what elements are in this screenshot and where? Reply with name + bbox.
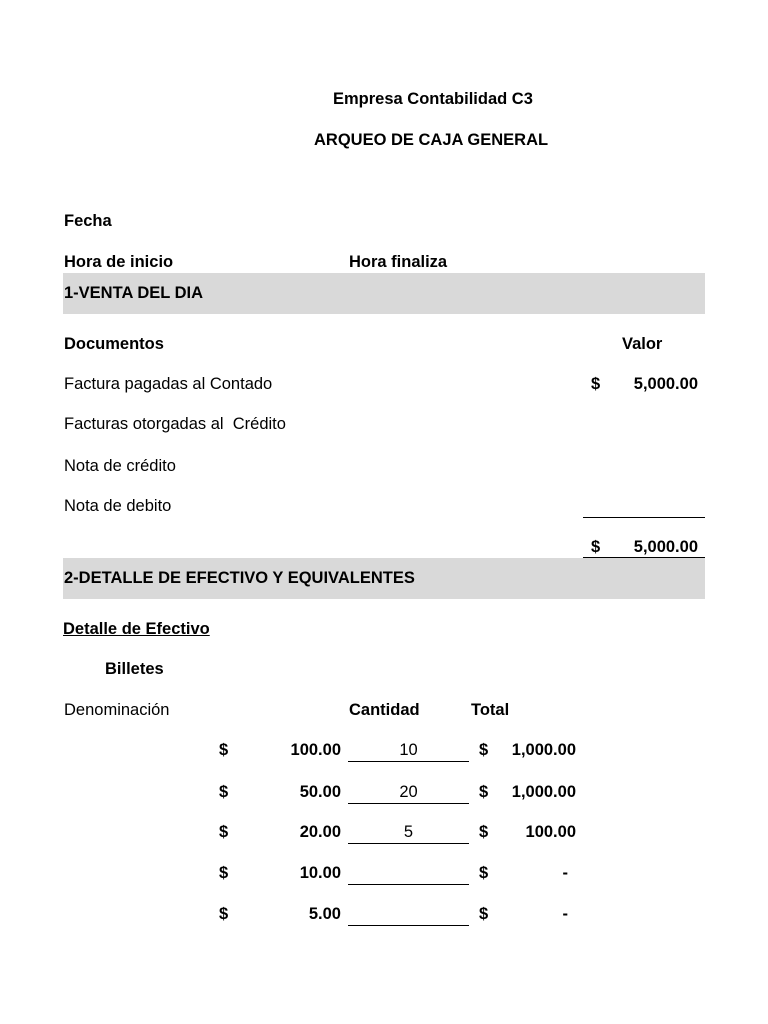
bill-currency: $ [219,741,229,759]
doc-row-currency: $ [591,375,601,393]
bill-total: 1,000.00 [511,783,576,801]
total-header: Total [471,701,510,719]
bill-quantity-input[interactable] [348,863,469,885]
bill-quantity-input[interactable]: 10 [348,740,469,762]
section-venta-del-dia-header [63,273,705,314]
section-title: 2-DETALLE DE EFECTIVO Y EQUIVALENTES [64,569,415,587]
bill-total: 1,000.00 [511,741,576,759]
billetes-label: Billetes [105,660,164,678]
valor-header: Valor [622,335,663,353]
bill-denomination: 50.00 [299,783,341,801]
bill-quantity-input[interactable]: 5 [348,822,469,844]
bill-currency: $ [219,823,229,841]
bill-quantity-input[interactable]: 20 [348,782,469,804]
bill-total-currency: $ [479,864,489,882]
bill-denomination: 10.00 [299,864,341,882]
hora-inicio-label: Hora de inicio [64,253,174,271]
section-detalle-efectivo-header [63,558,705,599]
doc-row-label: Nota de debito [64,497,172,515]
bill-total-currency: $ [479,783,489,801]
denominacion-header: Denominación [64,701,170,719]
total-value: 5,000.00 [633,538,698,556]
bill-total: - [562,905,568,923]
bill-total-currency: $ [479,823,489,841]
hora-finaliza-label: Hora finaliza [349,253,448,271]
document-title: ARQUEO DE CAJA GENERAL [314,131,549,149]
doc-row-label: Facturas otorgadas al Crédito [64,415,286,433]
doc-row-label: Nota de crédito [64,457,176,475]
bill-currency: $ [219,864,229,882]
fecha-label: Fecha [64,212,112,230]
cantidad-header: Cantidad [349,701,420,719]
section-title: 1-VENTA DEL DIA [64,284,204,302]
detalle-efectivo-subtitle: Detalle de Efectivo [63,620,210,638]
bill-denomination: 5.00 [308,905,341,923]
bill-denomination: 20.00 [299,823,341,841]
documentos-header: Documentos [64,335,164,353]
bill-total-currency: $ [479,741,489,759]
company-name: Empresa Contabilidad C3 [333,90,533,108]
bill-total: 100.00 [525,823,576,841]
bill-currency: $ [219,905,229,923]
doc-row-value: 5,000.00 [633,375,698,393]
bill-quantity-input[interactable] [348,904,469,926]
bill-total-currency: $ [479,905,489,923]
subtotal-line [583,517,705,518]
bill-total: - [562,864,568,882]
doc-row-label: Factura pagadas al Contado [64,375,273,393]
bill-denomination: 100.00 [290,741,341,759]
total-currency: $ [591,538,601,556]
bill-currency: $ [219,783,229,801]
